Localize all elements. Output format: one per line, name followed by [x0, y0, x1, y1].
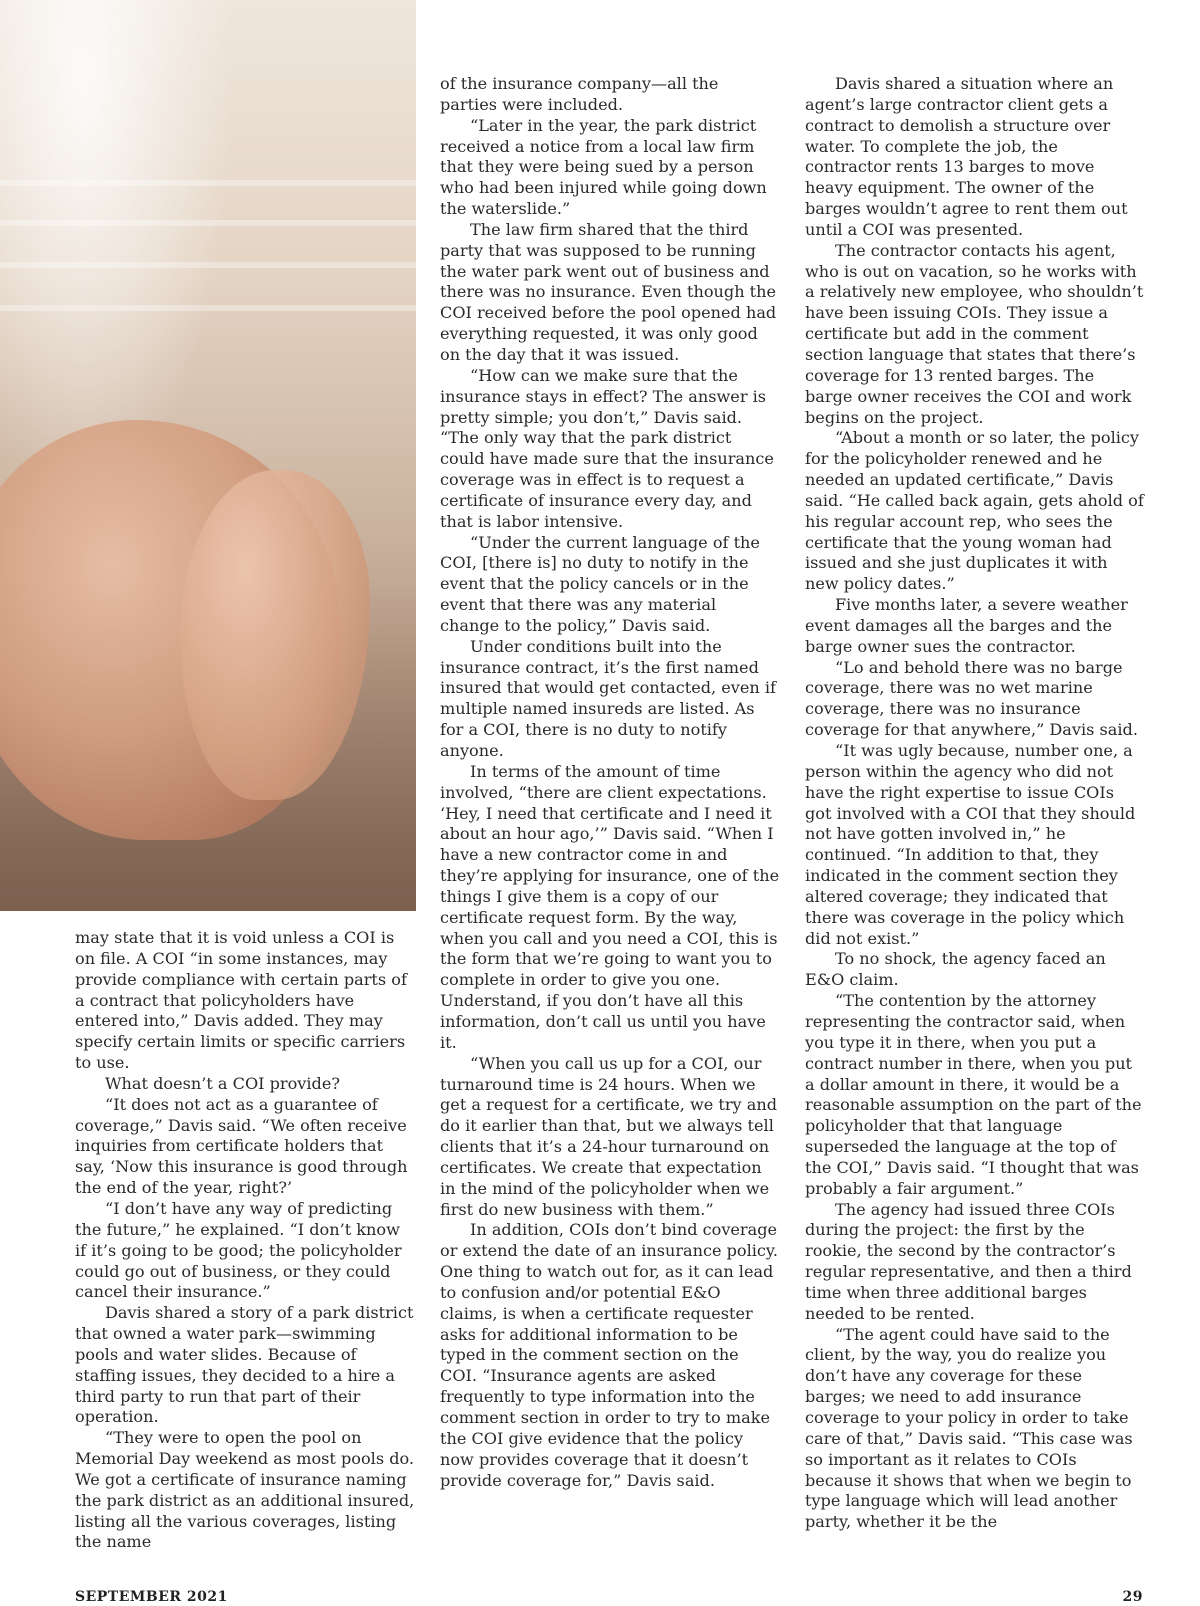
article-column-1 — [75, 928, 415, 1553]
paragraph: “How can we make sure that the insurance stays in effect? The answer is pretty simple; you don’t,” Davis said. “The only way that the park district could have made sure that the insurance coverage was in effect is to request a certificate of insurance every day, and that is labor intensive. — [440, 365, 774, 531]
paragraph: Under conditions built into the insurance contract, it’s the first named insured that would get contacted, even if multiple named insureds are listed. As for a COI, there is no duty to notify anyone. — [440, 636, 776, 760]
article-column-2 — [440, 74, 780, 1491]
paragraph: The agency had issued three COIs during the project: the first by the rookie, the second by the contractor’s regular representative, and then a third time when three additional barges needed to be rented. — [805, 1199, 1132, 1323]
paragraph: “They were to open the pool on Memorial Day weekend as most pools do. We got a certificate of insurance naming the park district as an additional insured, listing all the various coverages, listing the name — [75, 1428, 415, 1552]
article-column-3 — [805, 74, 1145, 1533]
paragraph: In addition, COIs don’t bind coverage or extend the date of an insurance policy. One thing to watch out for, as it can lead to confusion and/or potential E&O claims, is when a certificate requester asks for additional information to be typed in the comment section on the COI. “Insurance agents are asked frequently to type information into the comment section in order to try to make the COI give evidence that the policy now provides coverage that it doesn’t provide coverage for,” Davis said. — [440, 1220, 778, 1490]
paragraph: To no shock, the agency faced an E&O claim. — [805, 949, 1106, 990]
paragraph: “I don’t have any way of predicting the future,” he explained. “I don’t know if it’s going to be good; the policyholder could go out of business, or they could cancel their insurance.” — [75, 1198, 402, 1302]
footer-page-number: 29 — [1122, 1589, 1143, 1605]
window-blind-stripe — [0, 262, 416, 268]
paragraph: “Under the current language of the COI, [there is] no duty to notify in the event that the policy cancels or in the event that there was any material change to the policy,” Davis said. — [440, 532, 760, 635]
paragraph: In terms of the amount of time involved, “there are client expectations. ‘Hey, I need that certificate and I need it about an hour ago,’” Davis said. “When I have a new contractor come in and they’re applying for insurance, one of the things I give them is a copy of our certificate request form. By the way, when you call and you need a COI, this is the form that we’re going to want you to complete in order to give you one. Understand, if you don’t have all this information, don’t call us until you have it. — [440, 761, 780, 1052]
paragraph: “The agent could have said to the client, by the way, you do realize you don’t have any coverage for these barges; we need to add insurance coverage to your policy in order to take care of that,” Davis said. “This case was so important as it relates to COIs because it shows that when we begin to type language which will lead another party, whether it be the — [805, 1324, 1133, 1532]
paragraph: Five months later, a severe weather event damages all the barges and the barge owner sues the contractor. — [805, 595, 1128, 656]
paragraph: “About a month or so later, the policy for the policyholder renewed and he needed an updated certificate,” Davis said. “He called back again, gets ahold of his regular account rep, who sees the certificate that the young woman had issued and she just duplicates it with new policy dates.” — [805, 428, 1144, 594]
paragraph: “It does not act as a guarantee of coverage,” Davis said. “We often receive inquiries from certificate holders that say, ‘Now this insurance is good through the end of the year, right?’ — [75, 1094, 408, 1198]
paragraph: The contractor contacts his agent, who is out on vacation, so he works with a relatively new employee, who shouldn’t have been issuing COIs. They issue a certificate but add in the comment section language that states that there’s coverage for 13 rented barges. The barge owner receives the COI and work begins on the project. — [805, 240, 1144, 427]
paragraph: Davis shared a story of a park district that owned a water park—swimming pools and water slides. Because of staffing issues, they decided to a hire a third party to run that part of their operation. — [75, 1303, 414, 1427]
paragraph: The law firm shared that the third party that was supposed to be running the water park went out of business and there was no insurance. Even though the COI received before the pool opened had everything requested, it was only good on the day that it was issued. — [440, 219, 777, 364]
window-blind-stripe — [0, 305, 416, 311]
hands-photo — [0, 0, 416, 911]
paragraph: of the insurance company—all the parties were included. — [440, 74, 719, 114]
paragraph: What doesn’t a COI provide? — [105, 1073, 340, 1093]
paragraph: “It was ugly because, number one, a person within the agency who did not have the right expertise to issue COIs got involved with a COI that they should not have gotten involved in,” he continued. “In addition to that, they indicated in the comment section they altered coverage; they indicated that there was coverage in the policy which did not exist.” — [805, 741, 1136, 948]
paragraph: “Later in the year, the park district received a notice from a local law firm that they were being sued by a person who had been injured while going down the waterslide.” — [440, 115, 767, 219]
footer-issue-date: SEPTEMBER 2021 — [75, 1589, 228, 1605]
paragraph: “Lo and behold there was no barge coverage, there was no wet marine coverage, there was no insurance coverage for that anywhere,” Davis said. — [805, 657, 1138, 740]
paragraph: “When you call us up for a COI, our turnaround time is 24 hours. When we get a request for a certificate, we try and do it earlier than that, but we always tell clients that it’s a 24-hour turnaround on certificates. We create that expectation in the mind of the policyholder when we first do new business with them.” — [440, 1053, 777, 1219]
window-blind-stripe — [0, 220, 416, 226]
window-blind-stripe — [0, 180, 416, 186]
paragraph: may state that it is void unless a COI is on file. A COI “in some instances, may provide compliance with certain parts of a contract that policyholders have entered into,” Davis added. They may specify certain limits or specific carriers to use. — [75, 928, 407, 1073]
paragraph: “The contention by the attorney representing the contractor said, when you type it in there, when you put a contract number in there, when you put a dollar amount in there, it would be a reasonable assumption on the part of the policyholder that that language superseded the language at the top of the COI,” Davis said. “I thought that was probably a fair argument.” — [805, 991, 1142, 1198]
paragraph: Davis shared a situation where an agent’s large contractor client gets a contract to demolish a structure over water. To complete the job, the contractor rents 13 barges to move heavy equipment. The owner of the barges wouldn’t agree to rent them out until a COI was presented. — [805, 74, 1128, 239]
